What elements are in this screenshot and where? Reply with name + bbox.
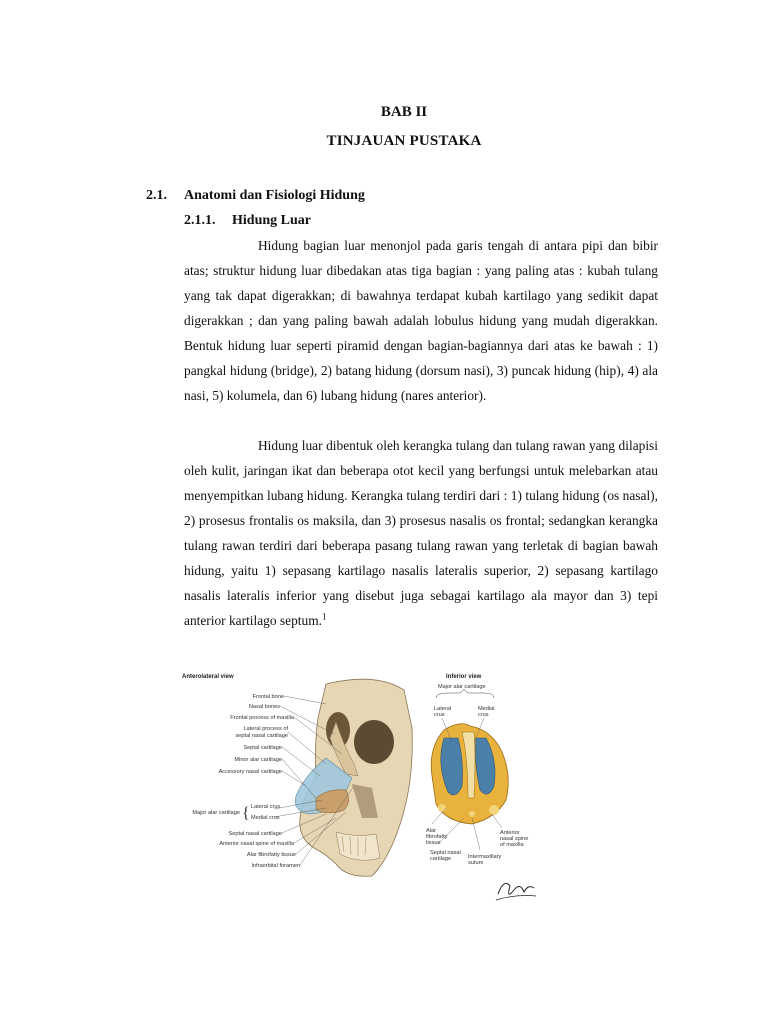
inferior-title: Inferior view xyxy=(446,674,482,680)
subsection-title: Hidung Luar xyxy=(232,213,311,228)
fig-label: Anterior nasal spine of maxilla xyxy=(219,841,294,847)
fig-label: Major alar cartilage xyxy=(438,684,486,690)
fig-label: crus xyxy=(478,712,489,718)
fig-label: Accessory nasal cartilage xyxy=(218,769,282,775)
fig-label: suture xyxy=(468,860,484,866)
fig-label: Alar xyxy=(426,828,436,834)
fig-label: tissue xyxy=(426,840,441,846)
fig-label: Septal nasal xyxy=(430,850,461,856)
section-title: Anatomi dan Fisiologi Hidung xyxy=(184,188,365,203)
fig-label: cartilage xyxy=(430,856,452,862)
fig-label: Nasal bones xyxy=(248,704,280,710)
fig-label: Septal cartilage xyxy=(243,745,282,751)
nose-inferior-illustration xyxy=(431,724,508,824)
fig-label: Frontal process of maxilla xyxy=(230,715,294,721)
fig-label: Lateral process of xyxy=(243,726,288,732)
skull-illustration xyxy=(295,679,412,876)
chapter-number: BAB II xyxy=(380,104,428,120)
section-number: 2.1. xyxy=(146,188,167,203)
anterolateral-title: Anterolateral view xyxy=(182,674,234,680)
fig-label: Septal nasal cartilage xyxy=(228,831,282,837)
fig-label: Lateral xyxy=(434,706,452,712)
fig-label: Lateral crus xyxy=(251,804,281,810)
fig-label: Major alar cartilage xyxy=(192,810,240,816)
fig-label: septal nasal cartilage xyxy=(235,733,288,739)
fig-label: Medial xyxy=(478,706,495,712)
fig-label: crus xyxy=(434,712,445,718)
inferior-brace xyxy=(436,689,494,698)
fig-label: nasal spine xyxy=(500,836,529,842)
paragraph-2-text: Hidung luar dibentuk oleh kerangka tulang dan tulang rawan yang dilapisi oleh kulit, jaringan ikat dan beberapa otot kecil yang berfungsi untuk melebarkan atau menyempitkan lubang hidung. Kerangka tulang terdiri dari : 1) tulang hidung (os nasal), 2) prosesus frontalis os maksila, dan 3) prosesus nasalis os frontal; sedangkan kerangka tulang rawan terdiri dari beberapa pasang tulang rawan yang terletak di bagian bawah hidung, yaitu 1) sepasang kartilago nasalis lateralis superior, 2) sepasang kartilago nasalis lateralis inferior yang disebut juga sebagai kartilago ala mayor dan 3) tepi anterior kartilago septum. xyxy=(184,438,658,628)
fig-label: fibrofatty xyxy=(426,834,448,840)
fig-label: Medial crus xyxy=(251,815,280,821)
netter-signature xyxy=(496,883,536,900)
fig-label: Infraorbital foramen xyxy=(251,863,300,869)
paragraph-1: Hidung bagian luar menonjol pada garis tengah di antara pipi dan bibir atas; struktur hidung luar dibedakan atas tiga bagian : yang paling atas : kubah tulang yang tak dapat digerakkan; di bawahnya terdapat kubah kartilago yang sedikit dapat digerakkan ; dan yang paling bawah adalah lobulus hidung yang mudah digerakkan. Bentuk hidung luar seperti piramid dengan bagian-bagiannya dari atas ke bawah : 1) pangkal hidung (bridge), 2) batang hidung (dorsum nasi), 3) puncak hidung (hip), 4) ala nasi, 5) kolumela, dan 6) lubang hidung (nares anterior). xyxy=(184,238,658,403)
paragraph-2 xyxy=(184,433,658,633)
footnote-ref: 1 xyxy=(321,611,327,622)
subsection-number: 2.1.1. xyxy=(184,213,216,228)
fig-label: of maxilla xyxy=(500,842,524,848)
fig-label: Minor alar cartilage xyxy=(234,757,282,763)
fig-label: Anterior xyxy=(500,830,520,836)
nasal-anatomy-figure xyxy=(176,668,544,908)
brace-symbol: { xyxy=(242,805,250,822)
fig-label: Frontal bone xyxy=(252,694,284,700)
anterolateral-labels xyxy=(192,694,300,869)
chapter-title: TINJAUAN PUSTAKA xyxy=(326,133,482,149)
fig-label: Intermaxillary xyxy=(468,854,502,860)
fig-label: Alar fibrofatty tissue xyxy=(246,852,296,858)
